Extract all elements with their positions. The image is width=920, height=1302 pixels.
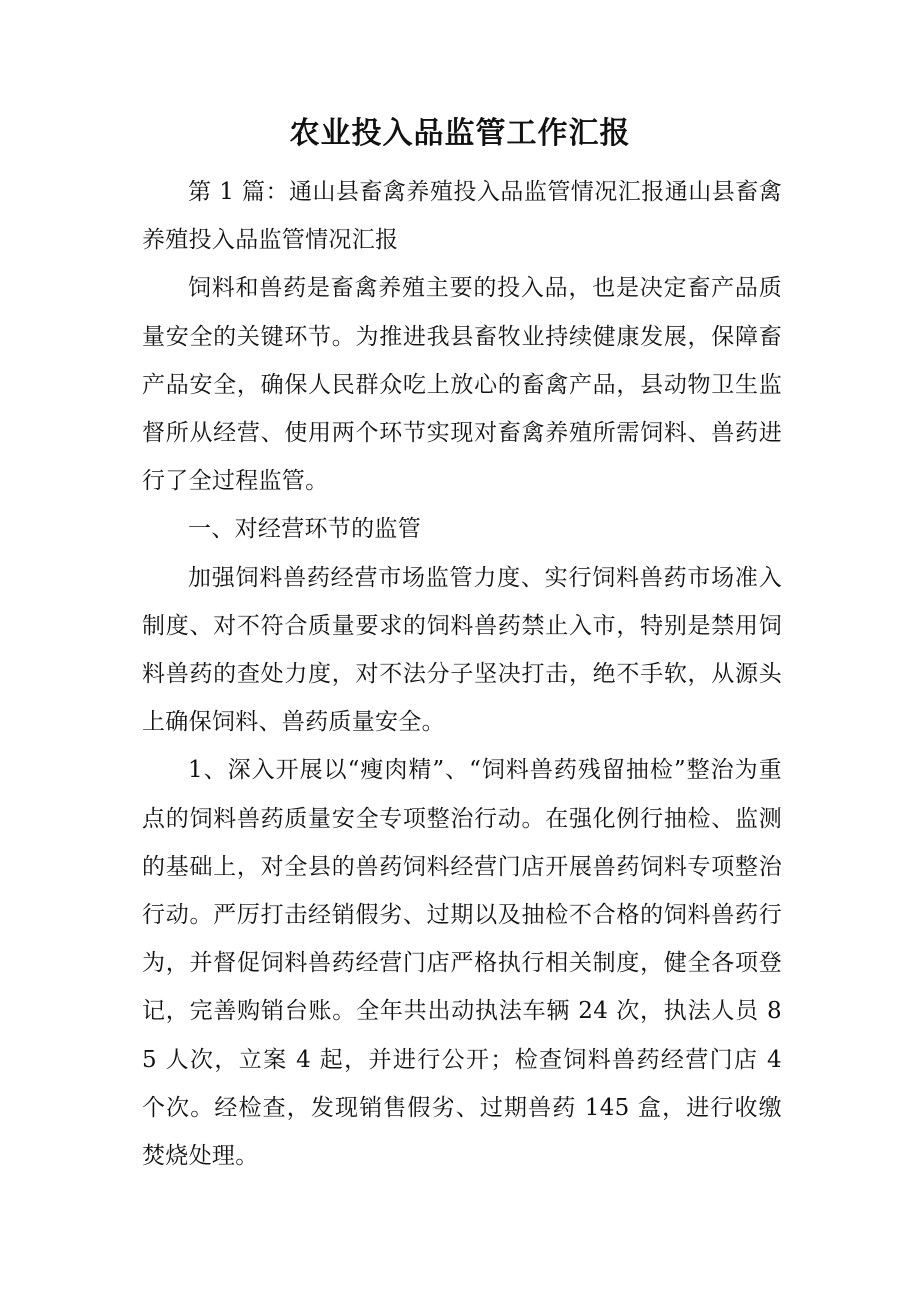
paragraph-section-heading: 一、对经营环节的监管 xyxy=(188,516,421,543)
document-body xyxy=(142,168,782,1180)
paragraph-article-heading: 第 1 篇：通山县畜禽养殖投入品监管情况汇报通山县畜禽养殖投入品监管情况汇报 xyxy=(142,179,782,254)
paragraph-intro: 饲料和兽药是畜禽养殖主要的投入品，也是决定畜产品质量安全的关键环节。为推进我县畜牧业持续健康发展，保障畜产品安全，确保人民群众吃上放心的畜禽产品，县动物卫生监督所从经营、使用两个环节实现对畜禽养殖所需饲料、兽药进行了全过程监管。 xyxy=(142,275,782,495)
paragraph-market-supervision: 加强饲料兽药经营市场监管力度、实行饲料兽药市场准入制度、对不符合质量要求的饲料兽药禁止入市，特别是禁用饲料兽药的查处力度，对不法分子坚决打击，绝不手软，从源头上确保饲料、兽药质量安全。 xyxy=(142,564,782,736)
paragraph-special-action: 1、深入开展以“瘦肉精”、“饲料兽药残留抽检”整治为重点的饲料兽药质量安全专项整治行动。在强化例行抽检、监测的基础上，对全县的兽药饲料经营门店开展兽药饲料专项整治行动。严厉打击经销假劣、过期以及抽检不合格的饲料兽药行为，并督促饲料兽药经营门店严格执行相关制度，健全各项登记，完善购销台账。全年共出动执法车辆 24 次，执法人员 85 人次，立案 4 起，并进行公开；检查饲料兽药经营门店 4 个次。经检查，发现销售假劣、过期兽药 145 盒，进行收缴焚烧处理。 xyxy=(142,757,782,1170)
document-title: 农业投入品监管工作汇报 xyxy=(289,116,631,151)
